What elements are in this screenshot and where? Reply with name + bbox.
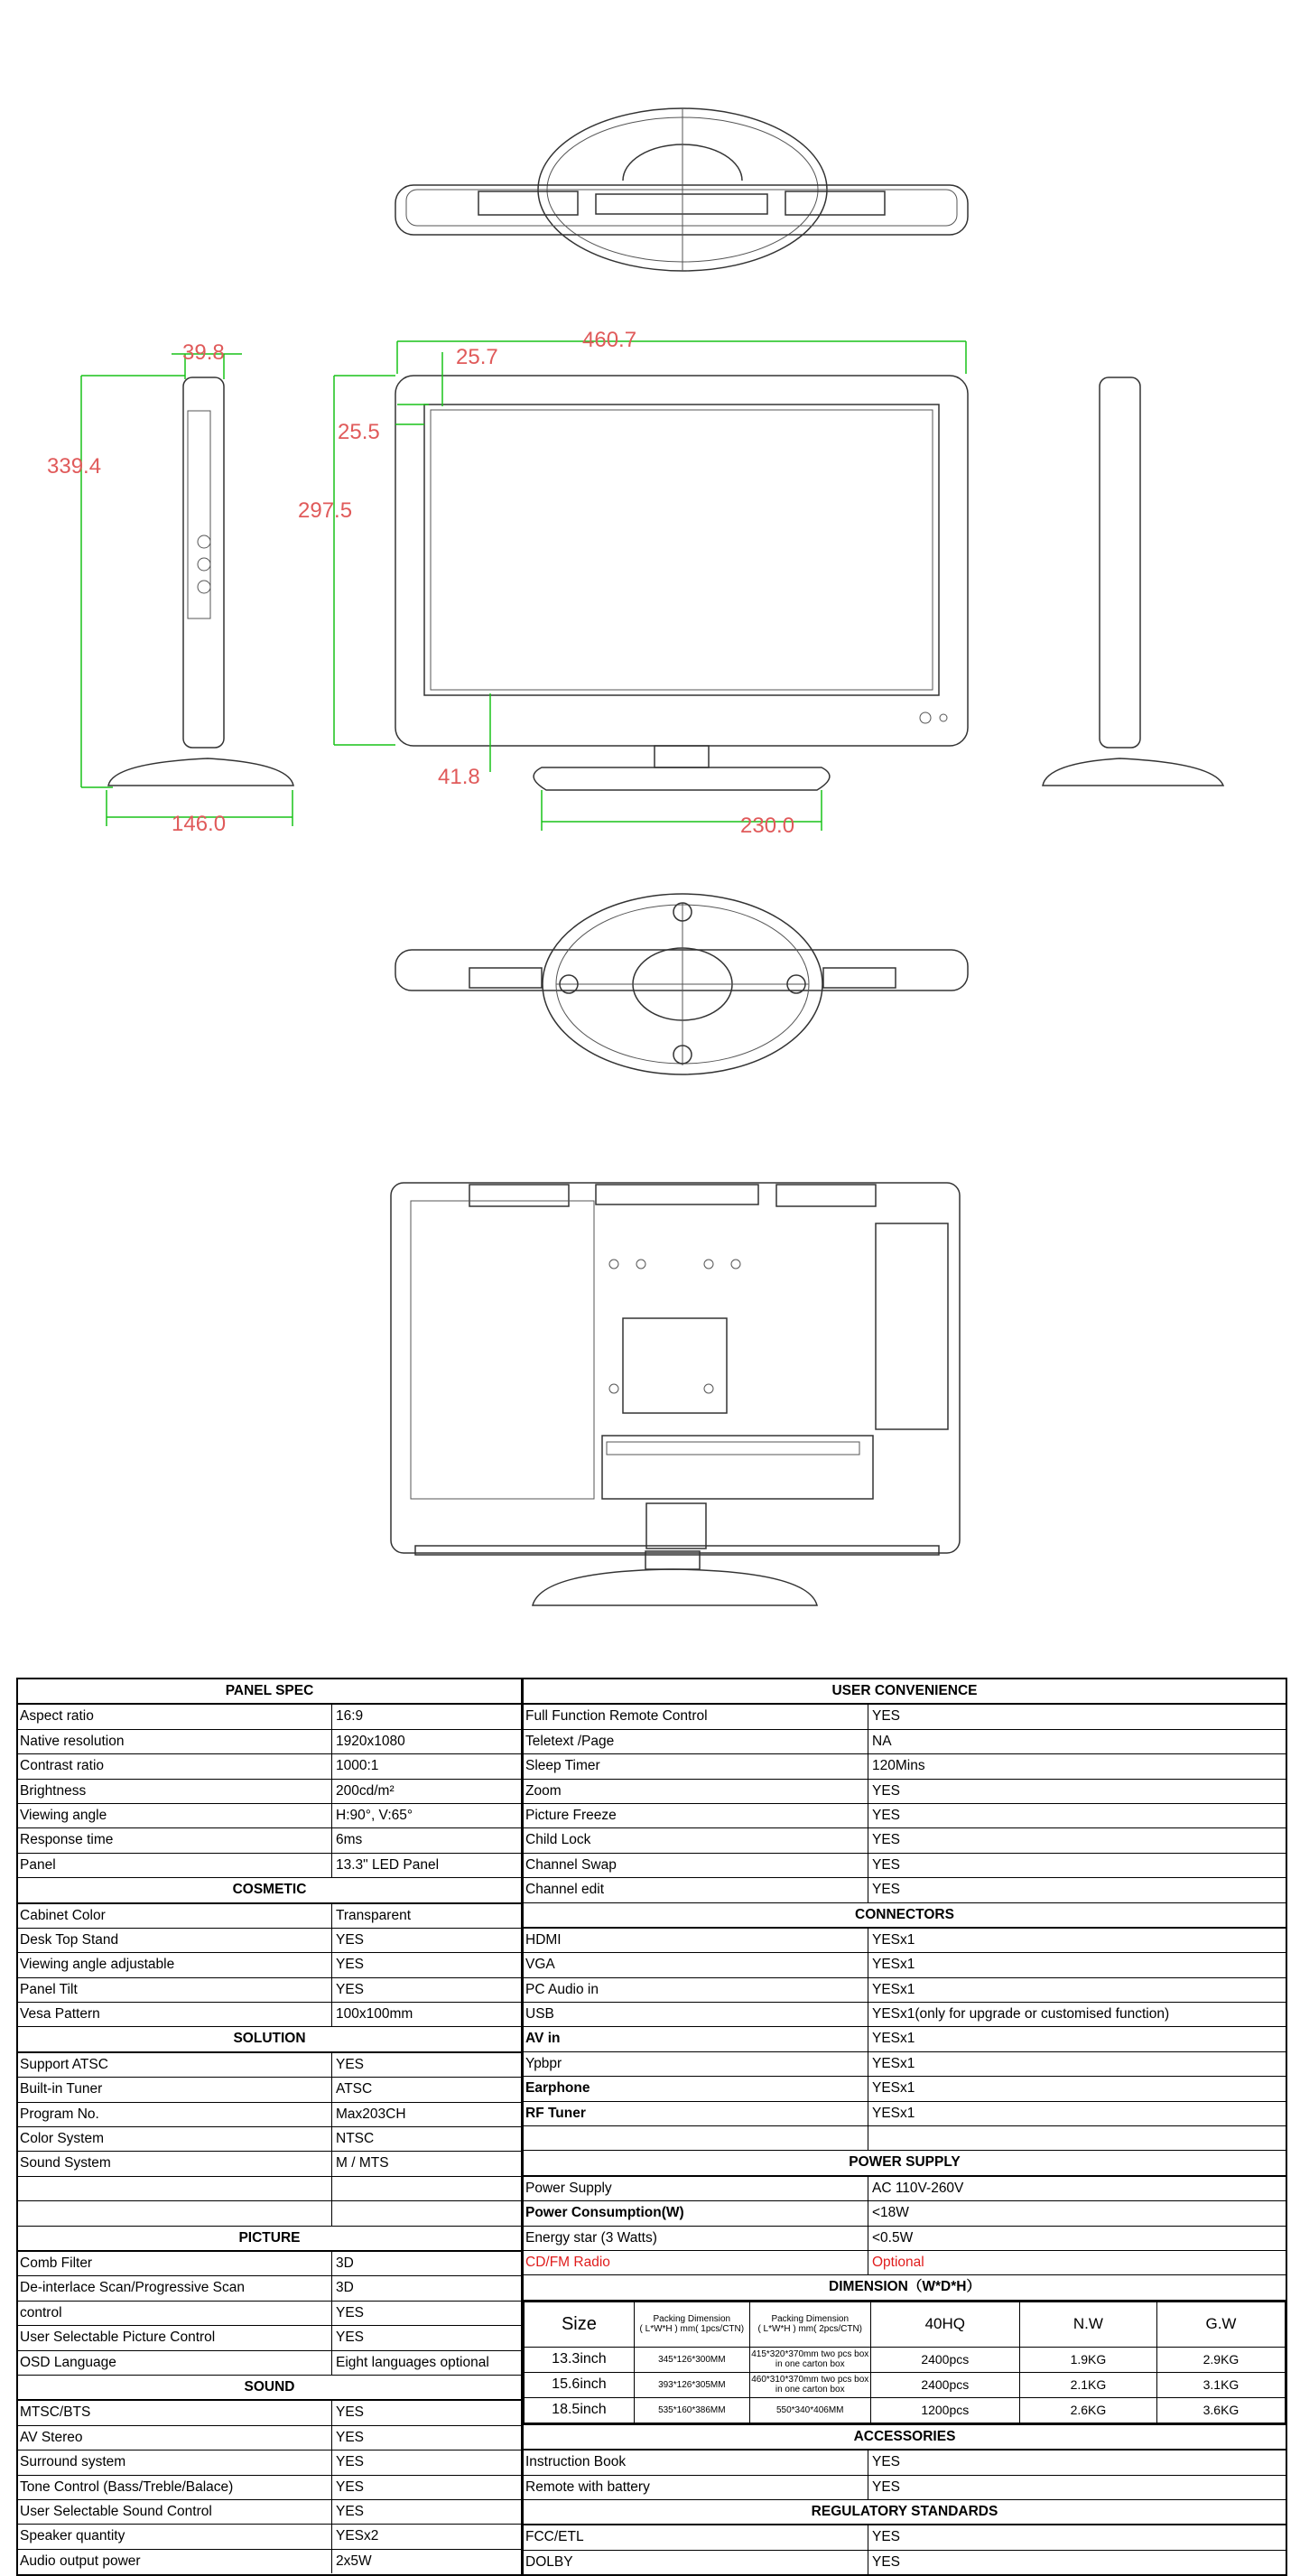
spec-value: YESx1(only for upgrade or customised function) [872,2006,1170,2023]
spec-value: YESx1 [872,1931,915,1948]
dim-25-7: 25.7 [456,345,498,369]
spec-label: Vesa Pattern [18,2003,332,2026]
spec-value: YESx1 [872,2055,915,2071]
spec-value: YES [336,1957,365,1973]
spec-label: Built-in Tuner [18,2078,332,2101]
dimension-header-cell: Packing Dimension ( L*W*H ) mm( 1pcs/CTN) [634,2302,749,2347]
dim-297-5: 297.5 [298,498,353,523]
dimension-header-cell: N.W [1019,2302,1156,2347]
spec-row [18,2003,521,2027]
spec-label: control [18,2302,332,2325]
spec-value: 120Mins [872,1758,925,1774]
dimension-row [525,2347,1286,2372]
spec-row [524,1854,1286,1878]
dimension-cell: 1.9KG [1019,2347,1156,2372]
spec-row [524,2126,1286,2151]
spec-row [524,2450,1286,2475]
dimension-cell: 15.6inch [525,2372,635,2397]
spec-row [18,1754,521,1779]
dimension-cell: 2.9KG [1156,2347,1285,2372]
spec-value: YES [872,2454,901,2470]
dimension-header-cell: G.W [1156,2302,1285,2347]
spec-label: Earphone [524,2077,868,2100]
spec-value: YES [336,2429,365,2445]
spec-label: Desk Top Stand [18,1929,332,1952]
spec-value: YESx2 [336,2528,379,2544]
dimension-table-wrap [524,2302,1286,2425]
spec-value: YES [872,1807,901,1823]
spec-row [524,2201,1286,2226]
spec-row [18,2053,521,2078]
section-header: POWER SUPPLY [524,2151,1286,2176]
spec-row [18,2476,521,2500]
spec-label: VGA [524,1953,868,1976]
spec-label: Sound System [18,2152,332,2175]
spec-label: Comb Filter [18,2252,332,2275]
spec-row [18,2078,521,2102]
front-view-drawing [395,376,968,790]
dimension-lines [81,341,966,831]
section-header: DIMENSION（W*D*H） [524,2275,1286,2301]
spec-row [524,2476,1286,2500]
spec-value: M / MTS [336,2155,389,2171]
dimension-header-cell: Packing Dimension ( L*W*H ) mm( 2pcs/CTN) [749,2302,870,2347]
dim-39-8: 39.8 [182,340,225,365]
spec-row [524,2177,1286,2201]
spec-label: Color System [18,2127,332,2151]
spec-label: Ypbpr [524,2052,868,2076]
spec-row [18,2450,521,2475]
spec-row [18,2426,521,2450]
dimension-cell: 550*340*406MM [749,2397,870,2423]
spec-row [524,1804,1286,1828]
spec-value: YES [872,1708,901,1725]
spec-label: RF Tuner [524,2102,868,2125]
dimension-cell: 393*126*305MM [634,2372,749,2397]
spec-value: YESx1 [872,1981,915,1997]
spec-value: YESx1 [872,2031,915,2047]
spec-label: Tone Control (Bass/Treble/Balace) [18,2476,332,2499]
dimension-cell: 2400pcs [870,2347,1019,2372]
spec-label: De-interlace Scan/Progressive Scan [18,2276,332,2300]
spec-value: 2x5W [336,2553,372,2569]
spec-label [18,2177,332,2200]
spec-value: YES [336,2454,365,2470]
dimension-cell: 3.6KG [1156,2397,1285,2423]
section-header: PANEL SPEC [18,1679,521,1705]
spec-row [524,1828,1286,1853]
spec-row [18,1828,521,1853]
spec-value: YES [872,2478,901,2495]
spec-value: 16:9 [336,1708,364,1725]
spec-label: Picture Freeze [524,1804,868,1827]
spec-value [332,2177,521,2200]
spec-value: YES [336,2330,365,2346]
spec-label: AV Stereo [18,2426,332,2450]
spec-value: 3D [336,2255,354,2271]
spec-row [18,1904,521,1929]
spec-label: Channel edit [524,1878,868,1902]
section-header: PICTURE [18,2227,521,2252]
spec-value: <0.5W [872,2229,914,2246]
spec-left-column [18,1679,524,2574]
spec-row [18,2525,521,2549]
spec-row [18,1953,521,1977]
section-header: SOUND [18,2376,521,2401]
spec-value: YESx1 [872,2080,915,2097]
spec-row [18,2276,521,2301]
spec-row [18,2103,521,2127]
spec-value: YES [872,2553,901,2570]
spec-label: Sleep Timer [524,1754,868,1778]
top-view-drawing [395,108,968,271]
spec-value: 200cd/m² [336,1782,395,1799]
spec-value: 100x100mm [336,2006,413,2023]
dimension-cell: 18.5inch [525,2397,635,2423]
spec-row [524,2551,1286,2574]
spec-row [524,2102,1286,2126]
dimension-cell: 345*126*300MM [634,2347,749,2372]
dimension-header-row [525,2302,1286,2347]
right-side-view-drawing [1043,377,1223,786]
spec-value: ATSC [336,2081,373,2097]
spec-label: Power Supply [524,2177,868,2200]
spec-value: YESx1 [872,1957,915,1973]
spec-row [18,2326,521,2350]
spec-label: AV in [524,2027,868,2051]
dimension-cell: 1200pcs [870,2397,1019,2423]
spec-row [524,1780,1286,1804]
spec-value: YES [872,1782,901,1799]
spec-value: Optional [872,2254,924,2270]
spec-value: YES [336,2503,365,2519]
dimension-row [525,2397,1286,2423]
spec-label: Teletext /Page [524,1730,868,1753]
dimension-cell: 535*160*386MM [634,2397,749,2423]
spec-value: 1000:1 [336,1758,379,1774]
spec-value: AC 110V-260V [872,2180,964,2196]
spec-label: PC Audio in [524,1978,868,2002]
spec-label: Child Lock [524,1828,868,1852]
spec-label: Instruction Book [524,2450,868,2474]
dimension-cell: 3.1KG [1156,2372,1285,2397]
spec-value: 6ms [336,1832,363,1848]
spec-label: Contrast ratio [18,1754,332,1778]
dimension-table [524,2302,1286,2423]
spec-value: NA [872,1733,892,1749]
spec-label: Power Consumption(W) [524,2201,868,2225]
dimension-cell: 2400pcs [870,2372,1019,2397]
spec-value: YES [336,2056,365,2072]
spec-label: CD/FM Radio [524,2251,868,2274]
dimension-cell: 2.6KG [1019,2397,1156,2423]
spec-row [524,1730,1286,1754]
spec-value: <18W [872,2205,909,2221]
spec-label: Audio output power [18,2550,332,2573]
spec-label: Panel Tilt [18,1978,332,2002]
section-header: COSMETIC [18,1878,521,1903]
bottom-view-drawing [395,894,968,1074]
spec-label: HDMI [524,1929,868,1952]
spec-value: 1920x1080 [336,1733,405,1749]
dim-146-0: 146.0 [172,812,227,836]
dimension-header-cell: 40HQ [870,2302,1019,2347]
spec-value: 3D [336,2280,354,2296]
spec-value: Max203CH [336,2106,406,2122]
spec-label: Viewing angle [18,1804,332,1827]
dim-25-5: 25.5 [338,420,380,444]
spec-row [18,2252,521,2276]
left-side-view-drawing [108,377,293,786]
dimension-cell: 415*320*370mm two pcs box in one carton box [749,2347,870,2372]
spec-value: YES [336,1931,365,1948]
spec-value: YES [336,1981,365,1997]
spec-label: Energy star (3 Watts) [524,2227,868,2250]
spec-row [524,1705,1286,1729]
dimension-header-cell: Size [525,2302,635,2347]
spec-label: Channel Swap [524,1854,868,1877]
spec-value: 13.3" LED Panel [336,1856,440,1873]
dimension-cell: 2.1KG [1019,2372,1156,2397]
spec-label: Panel [18,1854,332,1877]
section-header: ACCESSORIES [524,2425,1286,2450]
spec-table [16,1678,1287,2576]
spec-value: YES [336,2304,365,2320]
spec-label: Response time [18,1828,332,1852]
spec-row [18,2550,521,2573]
section-header: CONNECTORS [524,1903,1286,1929]
spec-label: Viewing angle adjustable [18,1953,332,1976]
spec-row [524,1754,1286,1779]
spec-row [18,1804,521,1828]
spec-label: OSD Language [18,2351,332,2375]
spec-row [18,2500,521,2525]
dim-460-7: 460.7 [582,328,637,352]
spec-label: Aspect ratio [18,1705,332,1728]
spec-label: MTSC/BTS [18,2401,332,2424]
spec-label: Full Function Remote Control [524,1705,868,1728]
spec-label [18,2201,332,2225]
spec-value: YES [872,1882,901,1898]
spec-label: Native resolution [18,1730,332,1753]
spec-row [18,2351,521,2376]
dim-230-0: 230.0 [740,814,795,838]
spec-value [332,2201,521,2225]
spec-value: YESx1 [872,2105,915,2121]
spec-row [18,2401,521,2425]
back-view-drawing [391,1183,960,1605]
spec-label: Zoom [524,1780,868,1803]
spec-value: NTSC [336,2131,375,2147]
spec-row [524,2077,1286,2101]
spec-label: Support ATSC [18,2053,332,2077]
spec-value: Transparent [336,1907,411,1923]
spec-value: YES [336,2478,365,2495]
spec-row [524,1878,1286,1902]
spec-value: YES [872,2529,901,2545]
spec-label: USB [524,2003,868,2026]
section-header: USER CONVENIENCE [524,1679,1286,1705]
spec-label: Remote with battery [524,2476,868,2499]
spec-label: User Selectable Sound Control [18,2500,332,2524]
spec-row [18,1705,521,1729]
spec-row [18,2127,521,2152]
spec-label: User Selectable Picture Control [18,2326,332,2349]
spec-row [524,1953,1286,1977]
spec-value: YES [872,1832,901,1848]
spec-label: Speaker quantity [18,2525,332,2548]
spec-label [524,2126,868,2150]
spec-row [18,1929,521,1953]
spec-value: Eight languages optional [336,2354,489,2370]
spec-value: YES [872,1856,901,1873]
spec-label: Cabinet Color [18,1904,332,1928]
dim-339-4: 339.4 [47,454,102,479]
spec-row [18,2201,521,2226]
spec-row [524,2027,1286,2051]
spec-row [18,2152,521,2176]
spec-row [18,1780,521,1804]
spec-row [18,1854,521,1878]
dim-41-8: 41.8 [438,765,480,789]
spec-label: DOLBY [524,2551,868,2574]
spec-row [524,2052,1286,2077]
spec-row [524,2003,1286,2027]
spec-right-column [524,1679,1286,2574]
spec-value: H:90°, V:65° [336,1807,413,1823]
spec-label: Surround system [18,2450,332,2474]
spec-row [524,2227,1286,2251]
dimension-cell: 13.3inch [525,2347,635,2372]
spec-row [524,2251,1286,2275]
spec-row [524,2525,1286,2550]
spec-label: Program No. [18,2103,332,2126]
spec-row [524,1929,1286,1953]
spec-label: FCC/ETL [524,2525,868,2549]
spec-row [18,1978,521,2003]
dimension-cell: 460*310*370mm two pcs box in one carton box [749,2372,870,2397]
spec-value [868,2126,1286,2150]
spec-label: Brightness [18,1780,332,1803]
spec-row [18,2302,521,2326]
spec-row [18,2177,521,2201]
dimension-row [525,2372,1286,2397]
spec-row [524,1978,1286,2003]
spec-value: YES [336,2404,365,2421]
spec-row [18,1730,521,1754]
section-header: SOLUTION [18,2027,521,2052]
section-header: REGULATORY STANDARDS [524,2500,1286,2525]
